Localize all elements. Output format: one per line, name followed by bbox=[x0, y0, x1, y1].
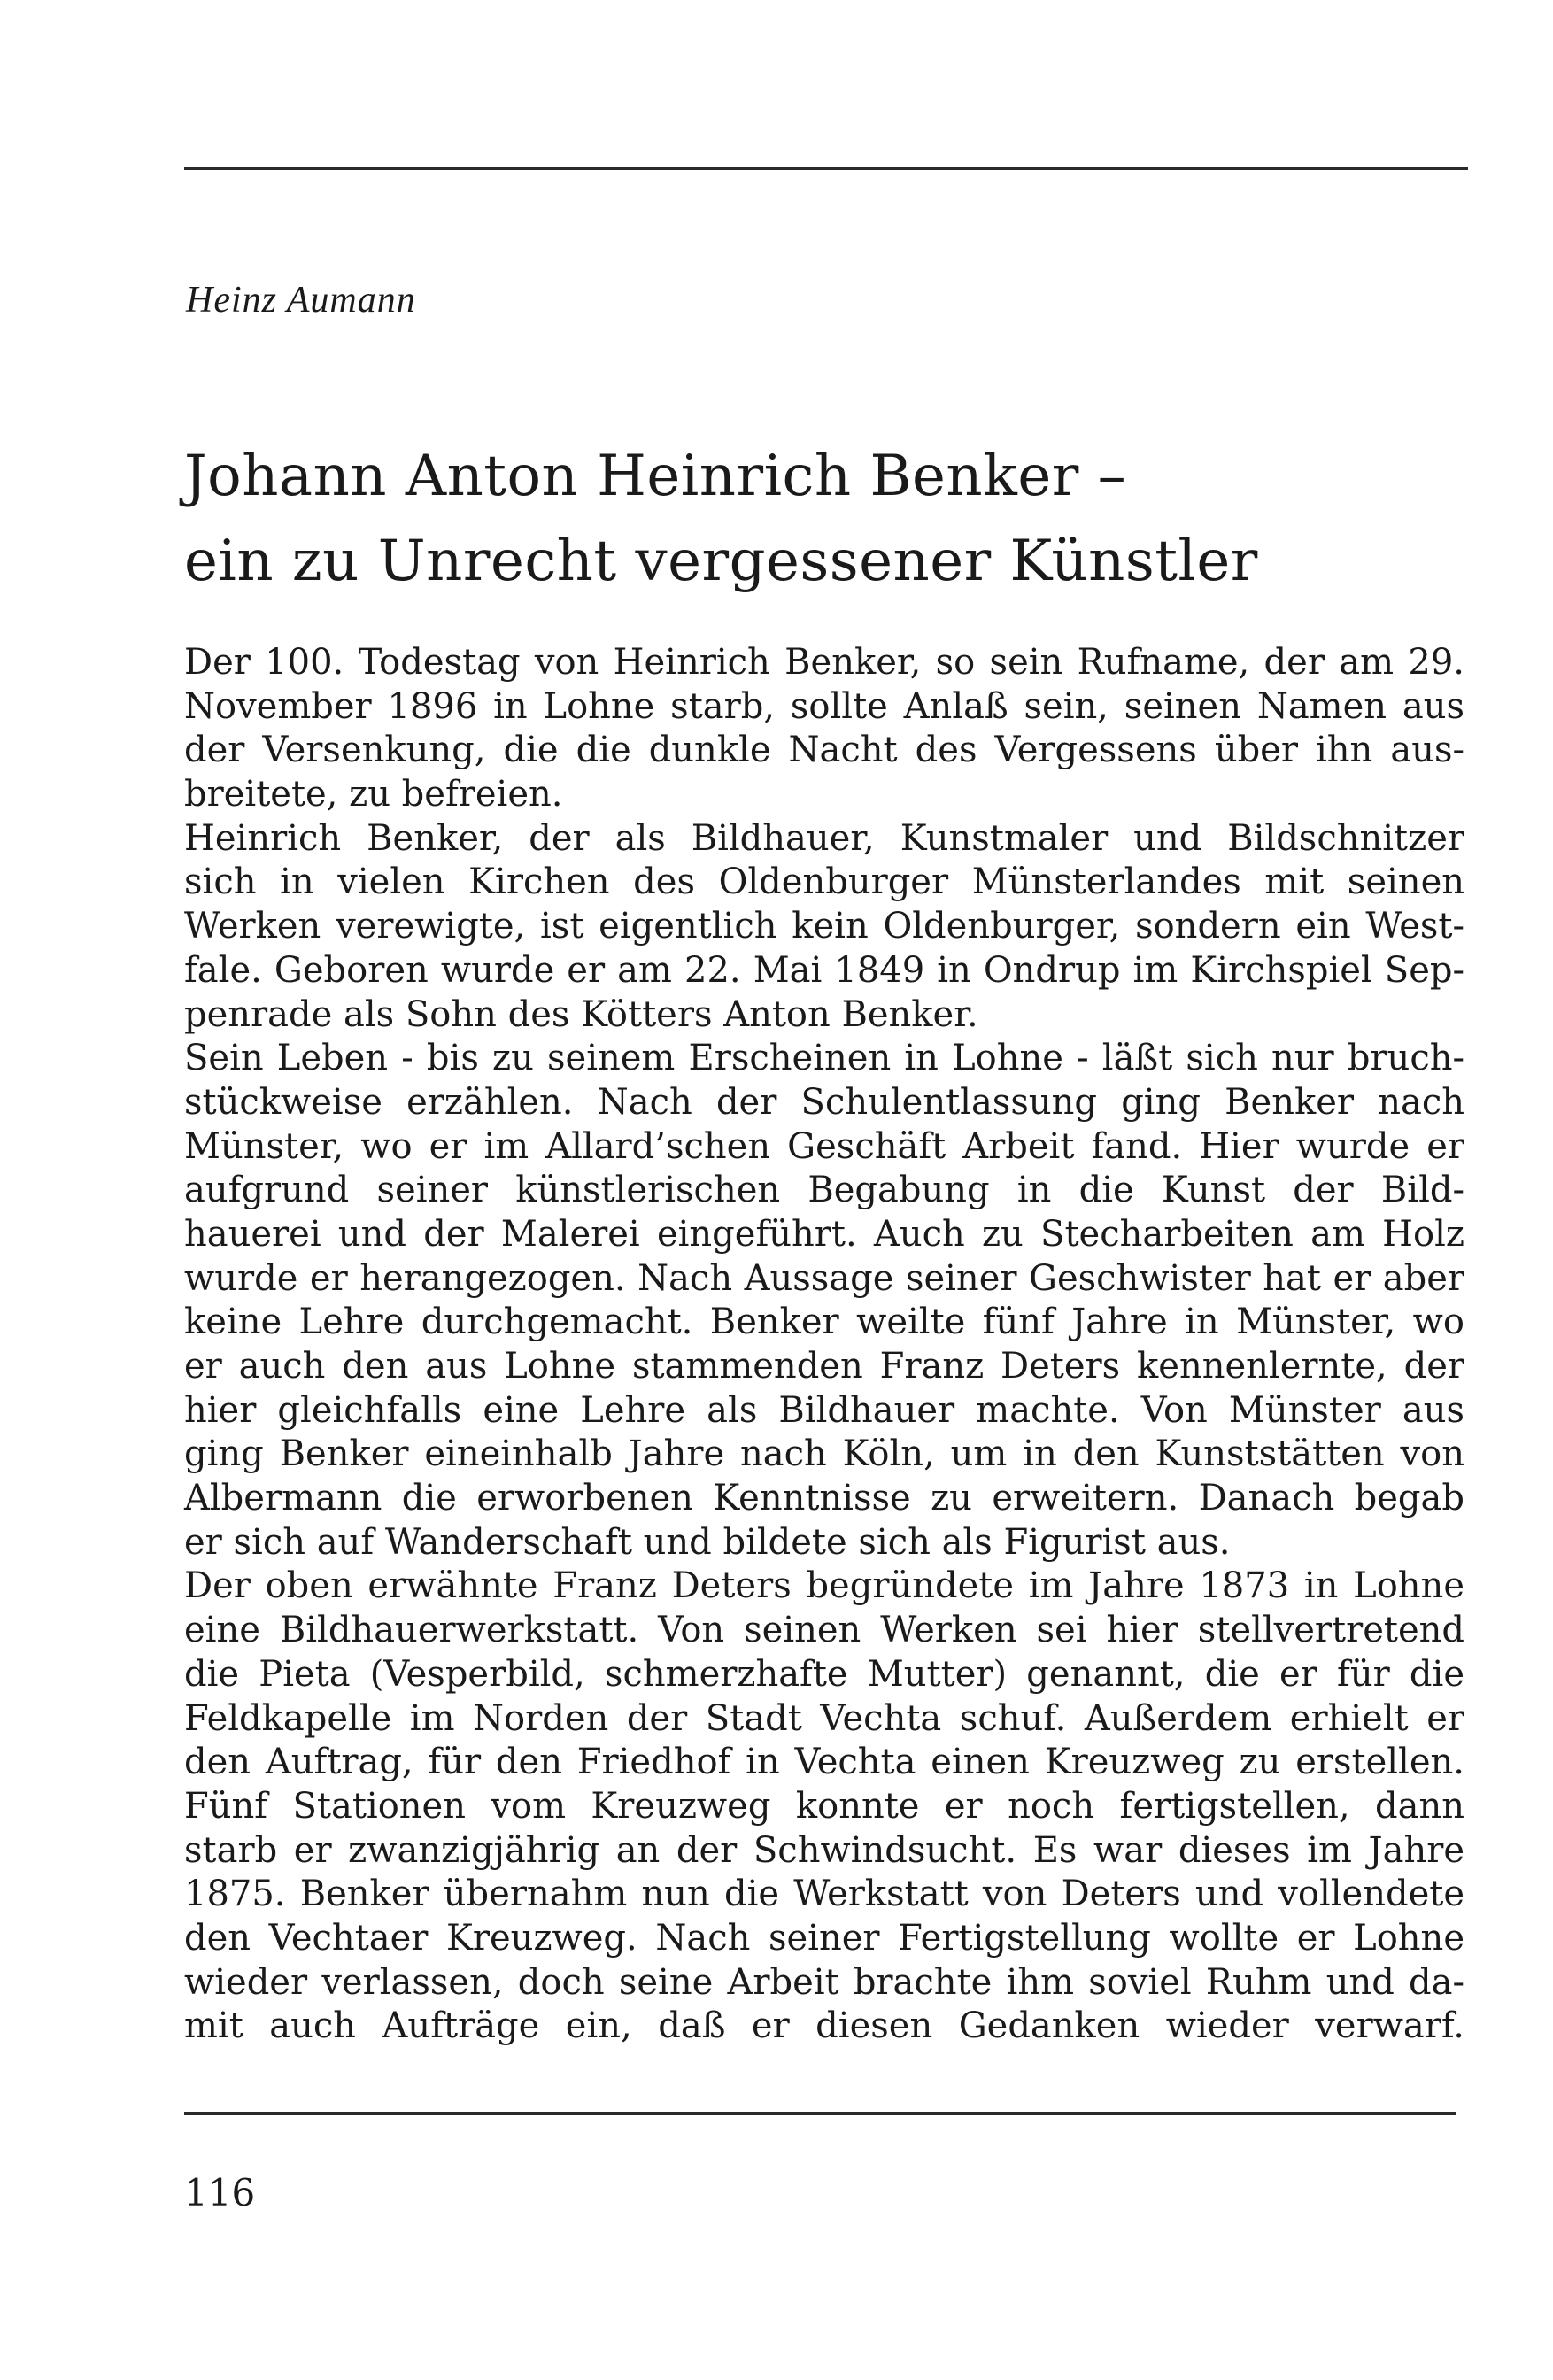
bottom-rule bbox=[184, 2112, 1456, 2115]
body-line: mit auch Aufträge ein, daß er diesen Gedanken wieder verwarf. bbox=[184, 2005, 1464, 2047]
body-line: eine Bildhauerwerkstatt. Von seinen Werken sei hier stellvertretend bbox=[184, 1610, 1464, 1651]
body-line: hauerei und der Malerei eingeführt. Auch zu Stecharbeiten am Holz bbox=[184, 1213, 1464, 1255]
body-line: Der 100. Todestag von Heinrich Benker, so sein Rufname, der am 29. bbox=[184, 642, 1464, 683]
body-line: hier gleichfalls eine Lehre als Bildhauer machte. Von Münster aus bbox=[184, 1389, 1464, 1431]
body-line: ging Benker eineinhalb Jahre nach Köln, um in den Kunststätten von bbox=[184, 1433, 1464, 1475]
article-title bbox=[184, 434, 1258, 604]
body-line: er auch den aus Lohne stammenden Franz Deters kennenlernte, der bbox=[184, 1346, 1464, 1387]
title-line: ein zu Unrecht vergessener Künstler bbox=[184, 529, 1258, 594]
body-line: Heinrich Benker, der als Bildhauer, Kunstmaler und Bildschnitzer bbox=[184, 817, 1464, 859]
body-line: sich in vielen Kirchen des Oldenburger Münsterlandes mit seinen bbox=[184, 862, 1464, 903]
body-line: Der oben erwähnte Franz Deters begründete im Jahre 1873 in Lohne bbox=[184, 1565, 1464, 1607]
article-body bbox=[184, 641, 1464, 2049]
body-line: 1875. Benker übernahm nun die Werkstatt von Deters und vollendete bbox=[184, 1874, 1464, 1915]
body-line: Münster, wo er im Allard’schen Geschäft Arbeit fand. Hier wurde er bbox=[184, 1125, 1464, 1167]
body-line: fale. Geboren wurde er am 22. Mai 1849 in Ondrup im Kirchspiel Sep- bbox=[184, 949, 1464, 991]
page-number: 116 bbox=[184, 2171, 256, 2214]
body-line: November 1896 in Lohne starb, sollte Anlaß sein, seinen Namen aus bbox=[184, 685, 1464, 727]
body-line: penrade als Sohn des Kötters Anton Benker. bbox=[184, 993, 978, 1035]
body-line: keine Lehre durchgemacht. Benker weilte fünf Jahre in Münster, wo bbox=[184, 1302, 1464, 1343]
body-line: Sein Leben - bis zu seinem Erscheinen in Lohne - läßt sich nur bruch- bbox=[184, 1038, 1464, 1079]
body-line: den Vechtaer Kreuzweg. Nach seiner Fertigstellung wollte er Lohne bbox=[184, 1917, 1464, 1959]
body-line: wurde er herangezogen. Nach Aussage seiner Geschwister hat er aber bbox=[184, 1257, 1464, 1299]
top-rule bbox=[184, 167, 1468, 170]
body-line: wieder verlassen, doch seine Arbeit brachte ihm soviel Ruhm und da- bbox=[184, 1961, 1464, 2003]
body-line: Werken verewigte, ist eigentlich kein Oldenburger, sondern ein West- bbox=[184, 906, 1464, 947]
body-line: Feldkapelle im Norden der Stadt Vechta schuf. Außerdem erhielt er bbox=[184, 1697, 1464, 1739]
body-line: aufgrund seiner künstlerischen Begabung in die Kunst der Bild- bbox=[184, 1170, 1464, 1211]
body-line: starb er zwanzigjährig an der Schwindsucht. Es war dieses im Jahre bbox=[184, 1829, 1464, 1871]
title-line: Johann Anton Heinrich Benker – bbox=[184, 444, 1127, 509]
body-line: stückweise erzählen. Nach der Schulentlassung ging Benker nach bbox=[184, 1081, 1464, 1123]
body-line: der Versenkung, die die dunkle Nacht des Vergessens über ihn aus- bbox=[184, 730, 1464, 771]
body-line: die Pieta (Vesperbild, schmerzhafte Mutter) genannt, die er für die bbox=[184, 1653, 1464, 1695]
body-line: Albermann die erworbenen Kenntnisse zu erweitern. Danach begab bbox=[184, 1478, 1464, 1519]
body-line: Fünf Stationen vom Kreuzweg konnte er noch fertigstellen, dann bbox=[184, 1785, 1464, 1827]
author-name: Heinz Aumann bbox=[186, 280, 416, 321]
body-line: breitete, zu befreien. bbox=[184, 774, 563, 815]
body-line: den Auftrag, für den Friedhof in Vechta einen Kreuzweg zu erstellen. bbox=[184, 1742, 1464, 1783]
body-line: er sich auf Wanderschaft und bildete sich als Figurist aus. bbox=[184, 1521, 1231, 1563]
